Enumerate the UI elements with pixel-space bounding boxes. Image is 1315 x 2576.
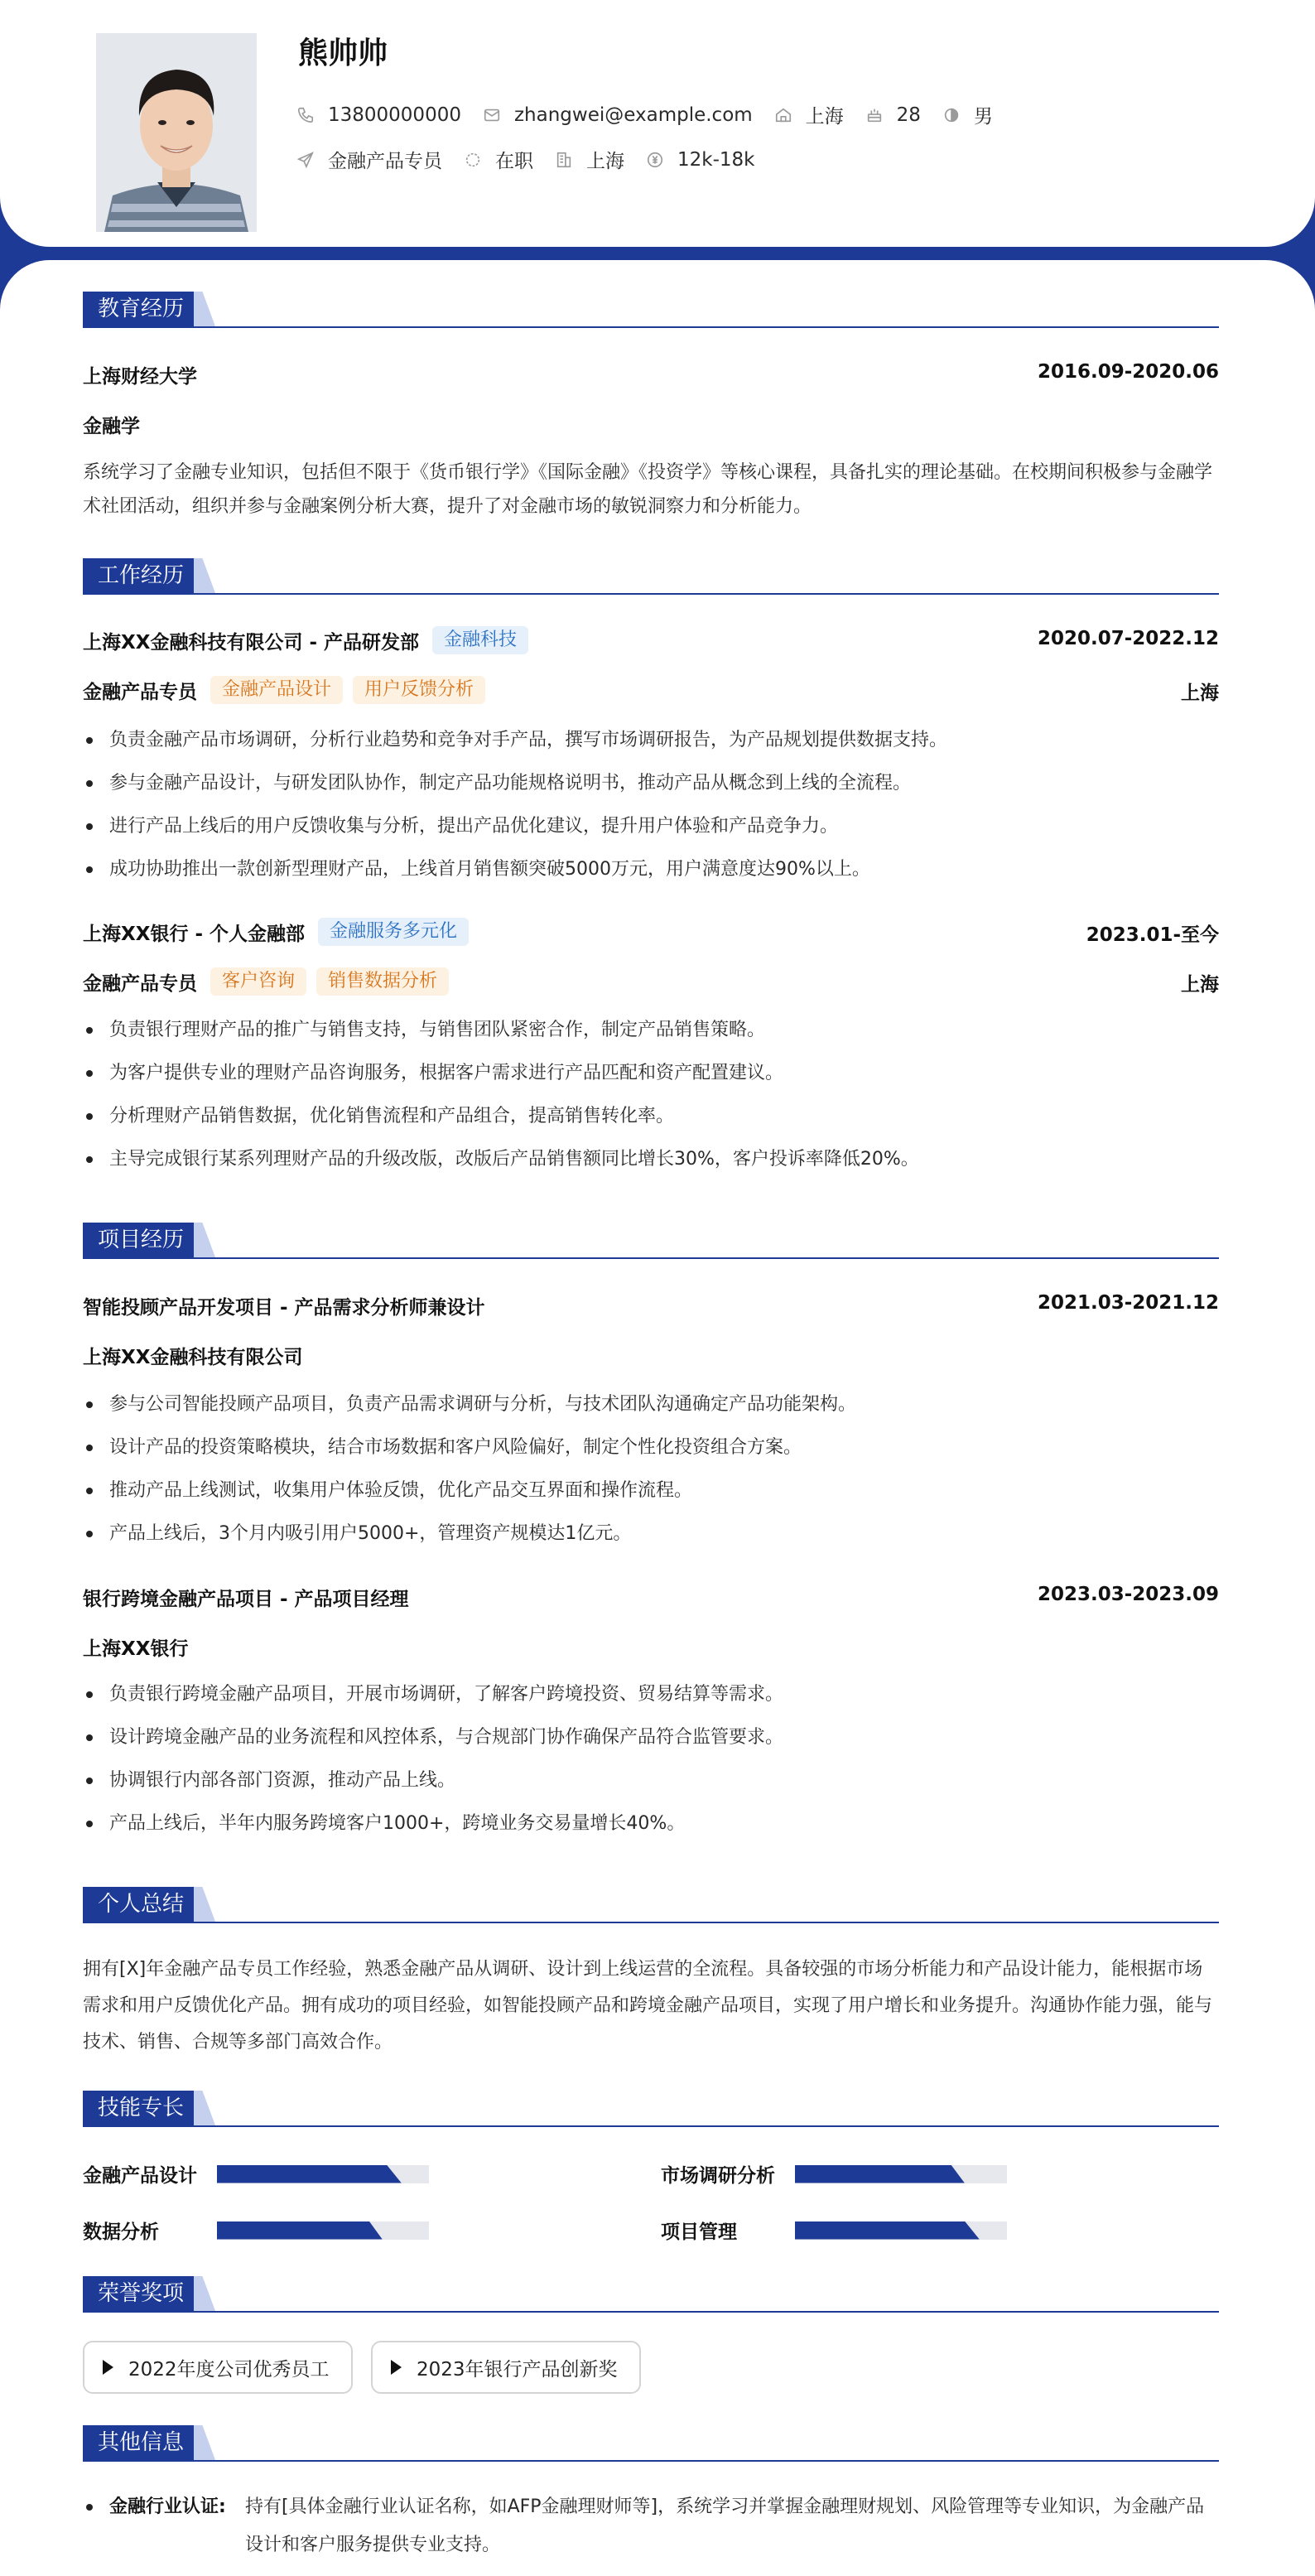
section-title-decoration (194, 1887, 215, 1922)
list-item: 设计跨境金融产品的业务流程和风控体系，与合规部门协作确保产品符合监管要求。 (83, 1716, 1219, 1759)
city-text: 上海 (805, 106, 844, 128)
city-item (774, 101, 844, 128)
work-2-role (83, 967, 449, 996)
skill-tag: 客户咨询 (210, 967, 306, 996)
skill-bar (217, 2221, 429, 2240)
skill-bar-fill (217, 2165, 402, 2183)
list-item: 进行产品上线后的用户反馈收集与分析，提出产品优化建议，提升用户体验和产品竞争力。 (83, 805, 1219, 848)
work-1-role (83, 676, 485, 704)
work-2-date: 2023.01-至今 (1086, 924, 1219, 946)
work-1-company (83, 626, 528, 654)
skills-section-header (83, 2091, 1219, 2127)
project-2-company: 上海XX银行 (83, 1638, 189, 1660)
position-text: 金融产品专员 (328, 151, 442, 172)
gender-text: 男 (973, 106, 993, 128)
other-section-header (83, 2425, 1219, 2462)
skill-name: 数据分析 (83, 2221, 159, 2243)
list-item: 分析理财产品销售数据，优化销售流程和产品组合，提高销售转化率。 (83, 1095, 1219, 1138)
gender-icon (942, 106, 961, 124)
age-text: 28 (896, 104, 921, 126)
skill-bar-fill (795, 2165, 965, 2183)
work-1-location: 上海 (1181, 683, 1219, 704)
skill-item (83, 2160, 429, 2188)
status-text: 在职 (495, 151, 533, 172)
education-major: 金融学 (83, 416, 140, 437)
section-title-decoration (194, 558, 215, 593)
list-item: 协调银行内部各部门资源，推动产品上线。 (83, 1759, 1219, 1802)
expected-city-item (555, 146, 624, 173)
work-role-text: 金融产品专员 (83, 972, 197, 995)
project-2-title: 银行跨境金融产品项目 - 产品项目经理 (83, 1589, 409, 1610)
status-icon (464, 151, 482, 169)
work-role-text: 金融产品专员 (83, 681, 197, 703)
project-1-company: 上海XX金融科技有限公司 (83, 1347, 303, 1368)
salary-item (646, 149, 754, 171)
gender-item (942, 101, 993, 128)
profile-header (0, 0, 1315, 247)
list-item: 参与公司智能投顾产品项目，负责产品需求调研与分析，与技术团队沟通确定产品功能架构。 (83, 1383, 1219, 1426)
play-icon (391, 2360, 402, 2375)
yuan-icon (646, 151, 664, 169)
candidate-name: 熊帅帅 (298, 36, 388, 70)
project-1-bullets (83, 1383, 1219, 1556)
award-badge (371, 2341, 641, 2394)
list-item: 负责银行跨境金融产品项目，开展市场调研，了解客户跨境投资、贸易结算等需求。 (83, 1673, 1219, 1716)
building-icon (555, 151, 573, 169)
work-2-bullets (83, 1009, 1219, 1181)
position-item (296, 146, 442, 173)
summary-text: 拥有[X]年金融产品专员工作经验，熟悉金融产品从调研、设计到上线运营的全流程。具备较强的市场分析能力和产品设计能力，能根据市场需求和用户反馈优化产品。拥有成功的项目经验，如智能投顾产品和跨境金融产品项目，实现了用户增长和业务提升。沟通协作能力强，能与技术、销售、合规等多部门高效合作。 (83, 1959, 1213, 2053)
education-date: 2016.09-2020.06 (1037, 361, 1219, 383)
project-2-date: 2023.03-2023.09 (1037, 1584, 1219, 1605)
section-title-decoration (194, 2276, 215, 2311)
work-2-location: 上海 (1181, 974, 1219, 996)
expected-city-text: 上海 (586, 151, 624, 172)
industry-tag: 金融服务多元化 (318, 918, 469, 946)
award-text: 2022年度公司优秀员工 (128, 2358, 330, 2381)
skill-name: 市场调研分析 (661, 2165, 775, 2187)
skill-item (661, 2217, 1007, 2244)
skill-bar-fill (217, 2221, 383, 2240)
skill-tag: 金融产品设计 (210, 676, 343, 704)
education-section-header (83, 292, 1219, 328)
project-1-title: 智能投顾产品开发项目 - 产品需求分析师兼设计 (83, 1297, 485, 1319)
education-description: 系统学习了金融专业知识，包括但不限于《货币银行学》《国际金融》《投资学》等核心课程，具备扎实的理论基础。在校期间积极参与金融学术社团活动，组织并参与金融案例分析大赛，提升了对金融市场的敏锐洞察力和分析能力。 (83, 462, 1213, 517)
salary-text: 12k-18k (677, 148, 755, 171)
awards-section-header (83, 2276, 1219, 2313)
list-item: 成功协助推出一款创新型理财产品，上线首月销售额突破5000万元，用户满意度达90%以上。 (83, 848, 1219, 891)
section-title-decoration (194, 1223, 215, 1257)
summary-section-header (83, 1887, 1219, 1923)
skill-tag: 销售数据分析 (316, 967, 449, 996)
home-icon (774, 106, 792, 124)
phone-item (296, 104, 461, 126)
work-1-date: 2020.07-2022.12 (1037, 628, 1219, 649)
skill-item (83, 2217, 429, 2244)
skill-name: 金融产品设计 (83, 2165, 197, 2187)
list-item: 参与金融产品设计，与研发团队协作，制定产品功能规格说明书，推动产品从概念到上线的全流程。 (83, 762, 1219, 805)
list-item: 负责银行理财产品的推广与销售支持，与销售团队紧密合作，制定产品销售策略。 (83, 1009, 1219, 1052)
mail-icon (483, 106, 501, 124)
skill-bar-fill (795, 2221, 980, 2240)
section-title-decoration (194, 292, 215, 326)
other-info-key: 金融行业认证: (109, 2496, 226, 2517)
play-icon (103, 2360, 113, 2375)
skill-bar (795, 2165, 1007, 2183)
skill-bar (217, 2165, 429, 2183)
list-item: 产品上线后，半年内服务跨境客户1000+，跨境业务交易量增长40%。 (83, 1802, 1219, 1845)
section-title: 技能专长 (83, 2091, 199, 2125)
industry-tag: 金融科技 (432, 626, 528, 654)
list-item: 主导完成银行某系列理财产品的升级改版，改版后产品销售额同比增长30%，客户投诉率降低20%。 (83, 1138, 1219, 1181)
other-info-value: 持有[具体金融行业认证名称，如AFP金融理财师等]，系统学习并掌握金融理财规划、风险管理等专业知识，为金融产品设计和客户服务提供专业支持。 (245, 2496, 1205, 2555)
list-item: 负责金融产品市场调研，分析行业趋势和竞争对手产品，撰写市场调研报告，为产品规划提供数据支持。 (83, 719, 1219, 762)
phone-icon (296, 106, 315, 124)
phone-text[interactable]: 13800000000 (328, 104, 461, 126)
list-item: 为客户提供专业的理财产品咨询服务，根据客户需求进行产品匹配和资产配置建议。 (83, 1052, 1219, 1095)
age-item (865, 104, 921, 126)
skill-bar (795, 2221, 1007, 2240)
section-title: 项目经历 (83, 1223, 199, 1257)
section-title-decoration (194, 2091, 215, 2125)
section-title-decoration (194, 2425, 215, 2460)
award-text: 2023年银行产品创新奖 (417, 2358, 618, 2381)
work-2-company (83, 918, 469, 946)
cake-icon (865, 106, 884, 124)
contact-row (296, 101, 1014, 128)
status-item (464, 146, 533, 173)
skill-name: 项目管理 (661, 2221, 737, 2243)
project-1-date: 2021.03-2021.12 (1037, 1292, 1219, 1314)
section-title: 教育经历 (83, 292, 199, 326)
skill-item (661, 2160, 1007, 2188)
work-company-text: 上海XX银行 - 个人金融部 (83, 923, 306, 945)
school-name: 上海财经大学 (83, 366, 197, 388)
list-item: 设计产品的投资策略模块，结合市场数据和客户风险偏好，制定个性化投资组合方案。 (83, 1426, 1219, 1469)
section-title: 其他信息 (83, 2425, 199, 2460)
avatar-photo (96, 33, 257, 232)
work-section-header (83, 558, 1219, 595)
projects-section-header (83, 1223, 1219, 1259)
section-title: 工作经历 (83, 558, 199, 593)
list-item: 推动产品上线测试，收集用户体验反馈，优化产品交互界面和操作流程。 (83, 1469, 1219, 1512)
send-icon (296, 151, 315, 169)
project-2-bullets (83, 1673, 1219, 1845)
work-company-text: 上海XX金融科技有限公司 - 产品研发部 (83, 631, 420, 654)
email-text[interactable]: zhangwei@example.com (513, 104, 753, 126)
avatar (96, 33, 257, 232)
bullet-dot (86, 2504, 93, 2511)
award-badge (83, 2341, 353, 2394)
list-item: 产品上线后，3个月内吸引用户5000+，管理资产规模达1亿元。 (83, 1512, 1219, 1556)
section-title: 荣誉奖项 (83, 2276, 199, 2311)
skill-tag: 用户反馈分析 (353, 676, 485, 704)
section-title: 个人总结 (83, 1887, 199, 1922)
email-item (483, 104, 753, 126)
work-1-bullets (83, 719, 1219, 891)
job-intent-row (296, 146, 776, 173)
